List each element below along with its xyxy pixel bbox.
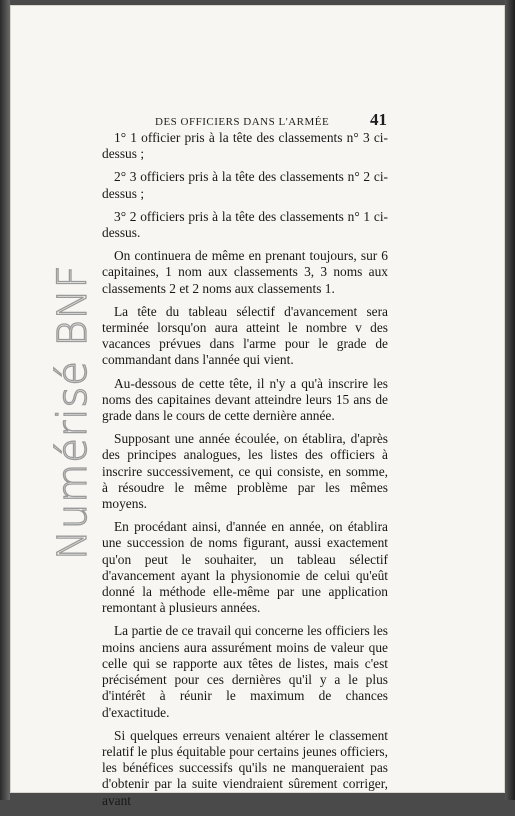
book-page	[10, 5, 505, 808]
paragraph: Si quelques erreurs venaient altérer le classement relatif le plus équitable pour certains jeunes officiers, les bénéfices successifs qu'ils ne manqueraient pas d'obtenir par la suite viendraient sûrement corriger, avant	[102, 727, 388, 808]
paragraph: 2° 3 officiers pris à la tête des classements n° 2 ci-dessus ;	[102, 169, 388, 201]
paragraph: La partie de ce travail qui concerne les officiers les moins anciens aura assurément moins de valeur que celle qui se rapporte aux têtes de listes, mais c'est précisément pour ces dernières qu'il y a le plus d'intérêt à réunir le maximum de chances d'exactitude.	[102, 623, 388, 720]
paragraph: Supposant une année écoulée, on établira, d'après des principes analogues, les listes des officiers à inscrire successivement, ce qui consiste, en somme, à résoudre le même problème par les mêmes moyens.	[102, 431, 388, 512]
page-number: 41	[370, 110, 387, 129]
paragraph: La tête du tableau sélectif d'avancement sera terminée lorsqu'on aura atteint le nombre v des vacances prévues dans l'arme pour le grade de commandant dans l'année qui vient.	[102, 303, 388, 368]
running-title: DES OFFICIERS DANS L'ARMÉE	[155, 116, 330, 128]
scan-edge-right	[505, 0, 515, 800]
paragraph: En procédant ainsi, d'année en année, on établira une succession de noms figurant, aussi exactement qu'on peut le souhaiter, un tableau sélectif d'avancement ayant la physionomie de celui qu'eût donné la méthode elle-même par une application remontant à plusieurs années.	[102, 519, 388, 616]
scan-edge-left	[0, 0, 10, 800]
digitization-watermark: Numérisé BNF	[50, 264, 96, 560]
paragraph: On continuera de même en prenant toujours, sur 6 capitaines, 1 nom aux classements 3, 3 noms aux classements 2 et 2 noms aux classements 1.	[102, 248, 388, 296]
paragraph: 1° 1 officier pris à la tête des classements n° 3 ci-dessus ;	[102, 130, 388, 162]
body-text	[102, 130, 388, 816]
paragraph: Au-dessous de cette tête, il n'y a qu'à inscrire les noms des capitaines devant atteindre leurs 15 ans de grade dans le cours de cette dernière année.	[102, 375, 388, 424]
paragraph: 3° 2 officiers pris à la tête des classements n° 1 ci-dessus.	[102, 208, 388, 241]
